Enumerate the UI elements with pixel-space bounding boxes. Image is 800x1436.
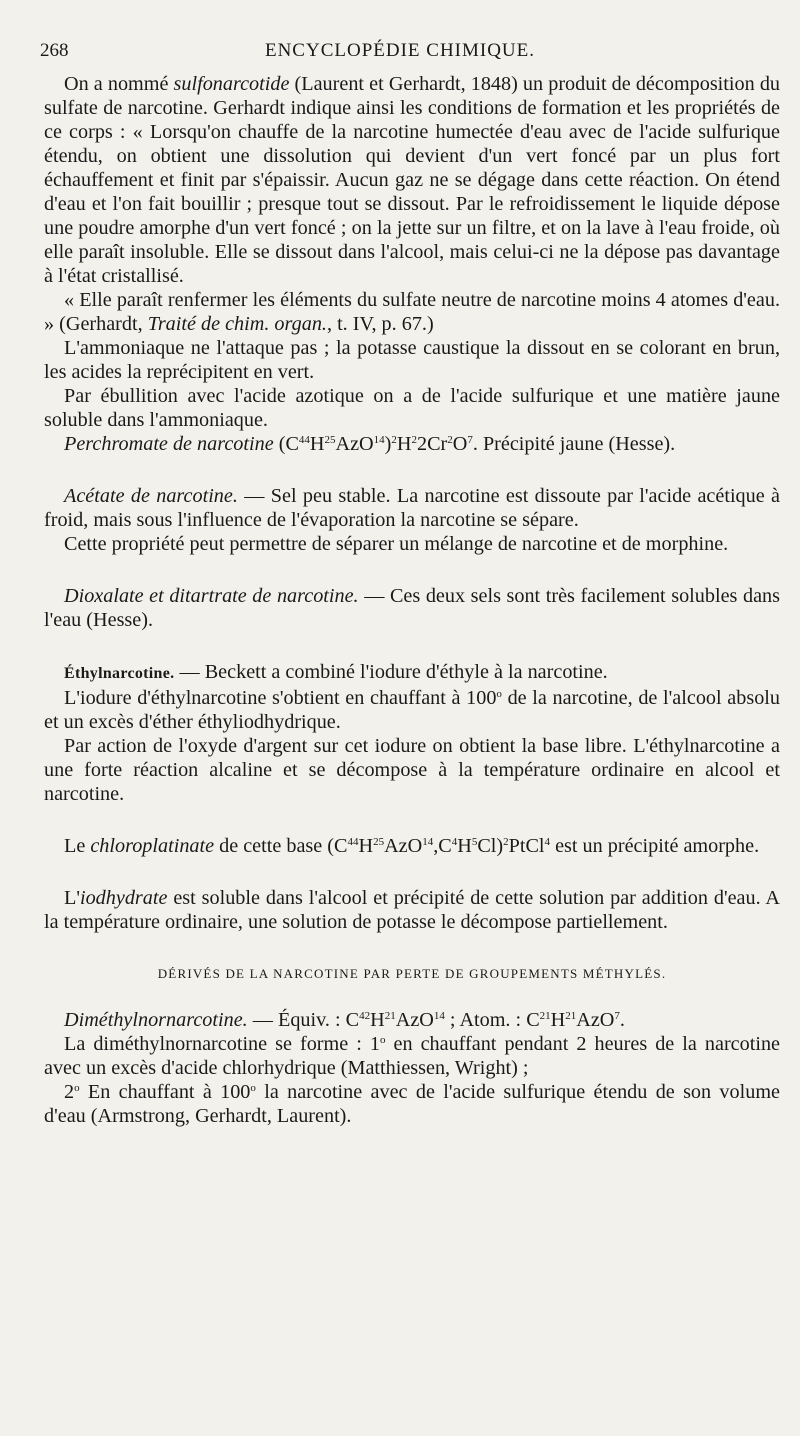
- formula-exponent: 5: [471, 836, 478, 848]
- paragraph-separation: Cette propriété peut permettre de séparer un mélange de narcotine et de morphine.: [64, 533, 729, 555]
- text: de cette base (: [214, 835, 335, 857]
- page-number: 268: [40, 40, 69, 61]
- paragraph-iodhydrate: [44, 886, 780, 934]
- formula-element: H: [457, 835, 472, 857]
- paragraph-perchromate: [44, 432, 780, 456]
- formula-equiv: [346, 1009, 445, 1031]
- text: Le: [64, 835, 91, 857]
- text: est un précipité amorphe.: [550, 835, 760, 857]
- text: (: [273, 433, 286, 455]
- formula-atom: [526, 1009, 620, 1031]
- term-perchromate: Perchromate de narcotine: [64, 433, 274, 455]
- term-ethylnarcotine: Éthylnarcotine.: [64, 665, 175, 682]
- formula-element: Cl): [477, 835, 504, 857]
- running-title: ENCYCLOPÉDIE CHIMIQUE.: [264, 40, 536, 61]
- paragraph-sulfonarcotide: [44, 72, 780, 288]
- text: est soluble dans l'alcool et précipité de cette solution par addition d'eau. A la température ordinaire, une solution de potasse le décompose partiellement.: [44, 887, 780, 933]
- degree-sign: o: [496, 688, 502, 700]
- text: On a nommé: [64, 73, 174, 95]
- text: (Laurent et Gerhardt, 1848) un produit de décomposition du sulfate de narcotine. Gerhardt indique ainsi les conditions de formation et les propriétés de ce corps : « Lorsqu'on chauffe de la narcotine humectée d'eau avec de l'acide sulfurique étendu, on obtient une dissolution qui devient d'un vert foncé par un plus fort échauffement et finit par s'épaissir. Aucun gaz ne se dégage dans cette réaction. On étend d'eau et l'on fait bouillir ; presque tout se dissout. Par le refroidissement le liquide dépose une poudre amorphe d'un vert foncé ; on la jette sur un filtre, et on la lave à l'eau froide, où elle paraît insoluble. Elle se dissout dans l'alcool, mais celui-ci ne la dépose pas davantage à l'état cristallisé.: [44, 73, 781, 287]
- paragraph-ethylnarcotine: [44, 660, 780, 686]
- formula-element: 2Cr: [416, 433, 448, 455]
- formula-exponent: 7: [467, 434, 473, 446]
- formula-exponent: 44: [347, 836, 359, 848]
- body-text: [44, 72, 780, 1128]
- text: de la narcotine, de l'alcool absolu et un excès d'éther éthyliodhydrique.: [44, 687, 780, 733]
- formula-element: AzO: [384, 835, 423, 857]
- formula-exponent: 14: [373, 434, 385, 446]
- degree-sign: o: [250, 1082, 256, 1094]
- formula-element: H: [309, 433, 325, 455]
- text: — Beckett a combiné l'iodure d'éthyle à la narcotine.: [174, 661, 608, 683]
- formula-exponent: 4: [544, 836, 551, 848]
- formula-exponent: 25: [324, 434, 336, 446]
- text: « Elle paraît renfermer les éléments du sulfate neutre de narcotine moins 4 atomes d'eau. » (Gerhardt,: [44, 289, 780, 335]
- paragraph-gerhardt-quote: [44, 288, 780, 336]
- formula-element: H: [370, 1009, 385, 1031]
- paragraph-chloroplatinate: [44, 834, 780, 858]
- formula-element: H: [358, 835, 374, 857]
- formula-exponent: 2: [411, 434, 417, 446]
- formula-element: PtCl: [508, 835, 545, 857]
- formula-element: ): [384, 433, 392, 455]
- formula-exponent: 21: [539, 1010, 551, 1022]
- formula-chloroplatinate: [334, 835, 550, 857]
- text: — Équiv. :: [247, 1009, 346, 1031]
- formula-element: H: [396, 433, 412, 455]
- formula-element: C: [526, 1009, 540, 1031]
- formula-element: ,C: [433, 835, 452, 857]
- text: L'iodure d'éthylnarcotine s'obtient en chauffant à 100: [64, 687, 497, 709]
- text: .: [619, 1009, 625, 1031]
- formula-element: C: [285, 433, 299, 455]
- formula-exponent: 42: [359, 1010, 371, 1022]
- paragraph-ammoniaque: L'ammoniaque ne l'attaque pas ; la potasse caustique la dissout en se colorant en brun, les acides la reprécipitent en vert.: [44, 337, 780, 383]
- paragraph-ebullition: Par ébullition avec l'acide azotique on a de l'acide sulfurique et une matière jaune soluble dans l'ammoniaque.: [44, 385, 780, 431]
- text: . Précipité jaune (Hesse).: [472, 433, 676, 455]
- text: en chauffant pendant 2 heures de la narcotine avec un excès d'acide chlorhydrique (Matthiessen, Wright) ;: [44, 1033, 780, 1079]
- text: 2: [64, 1081, 75, 1103]
- text: En chauffant à 100: [79, 1081, 251, 1103]
- formula-element: AzO: [335, 433, 374, 455]
- text: — Sel peu stable. La narcotine est dissoute par l'acide acétique à froid, mais sous l'influence de l'évaporation la narcotine se sépare.: [44, 485, 780, 531]
- paragraph-formation-2: [44, 1080, 780, 1128]
- text: — Ces deux sels sont très facilement solubles dans l'eau (Hesse).: [44, 585, 780, 631]
- formula-exponent: 21: [565, 1010, 577, 1022]
- formula-exponent: 7: [614, 1010, 620, 1022]
- formula-exponent: 2: [447, 434, 453, 446]
- running-head: [40, 40, 760, 68]
- text: la narcotine avec de l'acide sulfurique étendu de son volume d'eau (Armstrong, Gerhardt, Laurent).: [44, 1081, 780, 1127]
- ordinal-sign: o: [379, 1034, 386, 1046]
- formula-exponent: 44: [298, 434, 310, 446]
- formula-exponent: 2: [503, 836, 509, 848]
- term-dioxalate: Dioxalate et ditartrate de narcotine.: [64, 585, 359, 607]
- text: ; Atom. :: [444, 1009, 527, 1031]
- paragraph-formation-1: [44, 1032, 780, 1080]
- formula-element: AzO: [395, 1009, 434, 1031]
- formula-element: AzO: [576, 1009, 615, 1031]
- paragraph-iodure: [44, 686, 780, 734]
- formula-element: C: [334, 835, 348, 857]
- formula-element: C: [345, 1009, 360, 1031]
- term-chloroplatinate: chloroplatinate: [90, 835, 215, 857]
- term-dimethylnornarcotine: Diméthylnornarcotine.: [64, 1009, 248, 1031]
- formula-element: H: [550, 1009, 566, 1031]
- ordinal-sign: o: [74, 1082, 80, 1094]
- formula-exponent: 14: [433, 1010, 445, 1022]
- section-title: DÉRIVÉS DE LA NARCOTINE PAR PERTE DE GROUPEMENTS MÉTHYLÉS.: [157, 966, 667, 981]
- paragraph-acetate: [44, 484, 780, 532]
- term-acetate: Acétate de narcotine.: [64, 485, 238, 507]
- paragraph-dimethylnornarcotine: [44, 1008, 780, 1032]
- formula-exponent: 21: [384, 1010, 396, 1022]
- text: La diméthylnornarcotine se forme : 1: [64, 1033, 380, 1055]
- formula-exponent: 2: [391, 434, 397, 446]
- term-sulfonarcotide: sulfonarcotide: [173, 73, 290, 95]
- formula-element: O: [452, 433, 468, 455]
- term-iodhydrate: iodhydrate: [79, 887, 168, 909]
- text: , t. IV, p. 67.): [326, 313, 434, 335]
- paragraph-dioxalate: [44, 584, 780, 632]
- formula-exponent: 14: [422, 836, 434, 848]
- paragraph-oxyde-argent: Par action de l'oxyde d'argent sur cet iodure on obtient la base libre. L'éthylnarcotine a une forte réaction alcaline et se décompose à la température ordinaire en alcool et narcotine.: [44, 735, 780, 805]
- formula-exponent: 4: [451, 836, 458, 848]
- formula-perchromate: [285, 433, 472, 455]
- formula-exponent: 25: [373, 836, 385, 848]
- text: L': [64, 887, 80, 909]
- reference-title: Traité de chim. organ.: [147, 313, 327, 335]
